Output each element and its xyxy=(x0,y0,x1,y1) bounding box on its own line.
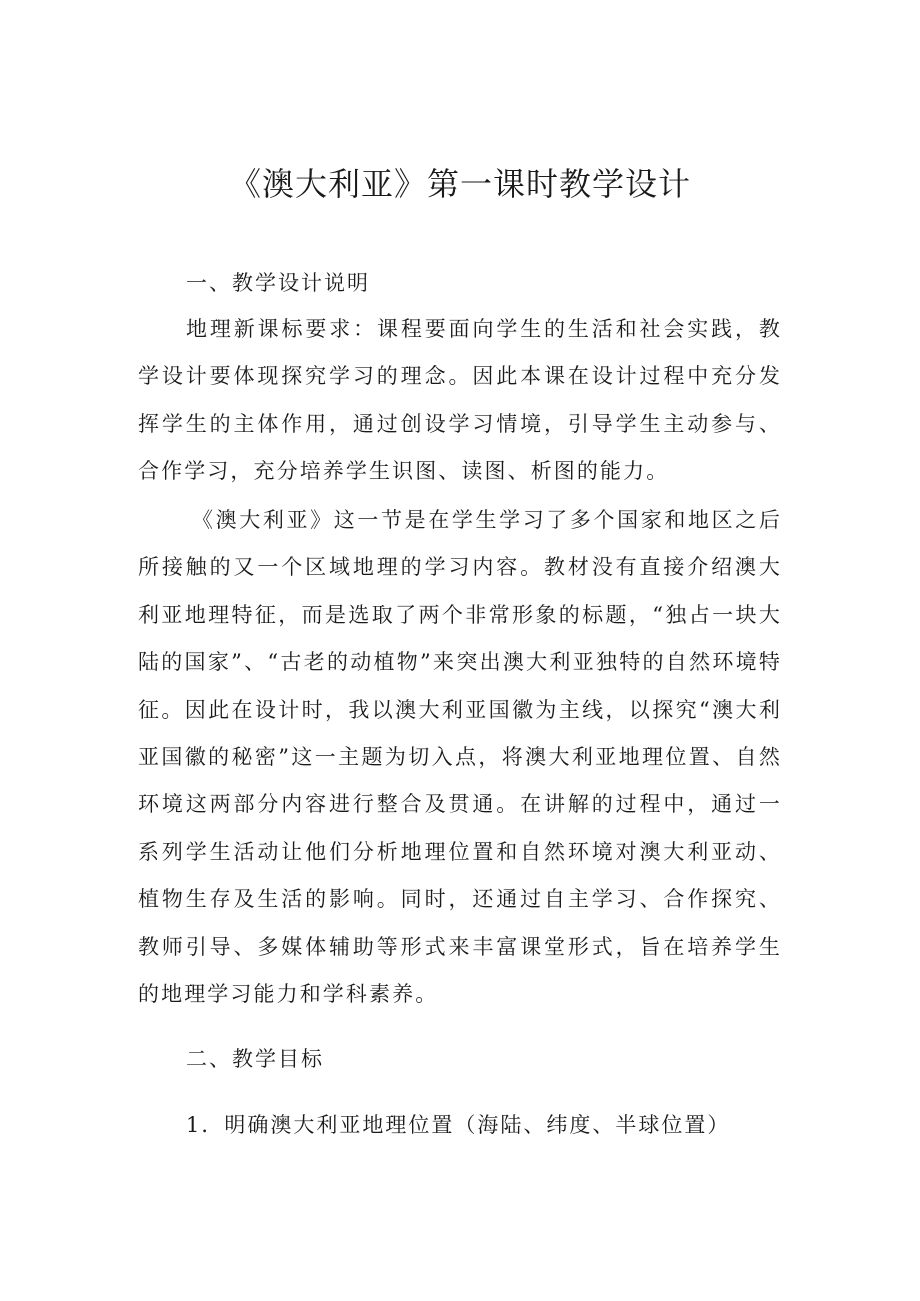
section-heading-teaching-goals: 二、教学目标 xyxy=(186,1047,324,1071)
goal-item-1: 1．明确澳大利亚地理位置（海陆、纬度、半球位置） xyxy=(186,1113,731,1137)
document-title: 《澳大利亚》第一课时教学设计 xyxy=(228,165,691,203)
paragraph-curriculum-requirements: 地理新课标要求：课程要面向学生的生活和社会实践，教学设计要体现探究学习的理念。因此本课在设计过程中充分发挥学生的主体作用，通过创设学习情境，引导学生主动参与、合作学习，充分培养学生识图、读图、析图的能力。 xyxy=(138,317,782,484)
section-heading-design-notes: 一、教学设计说明 xyxy=(186,271,370,295)
paragraph-lesson-design: 《澳大利亚》这一节是在学生学习了多个国家和地区之后所接触的又一个区域地理的学习内容。教材没有直接介绍澳大利亚地理特征，而是选取了两个非常形象的标题，“独占一块大陆的国家”、“古老的动植物”来突出澳大利亚独特的自然环境特征。因此在设计时，我以澳大利亚国徽为主线，以探究“澳大利亚国徽的秘密”这一主题为切入点，将澳大利亚地理位置、自然环境这两部分内容进行整合及贯通。在讲解的过程中，通过一系列学生活动让他们分析地理位置和自然环境对澳大利亚动、植物生存及生活的影响。同时，还通过自主学习、合作探究、教师引导、多媒体辅助等形式来丰富课堂形式，旨在培养学生的地理学习能力和学科素养。 xyxy=(138,508,782,1007)
